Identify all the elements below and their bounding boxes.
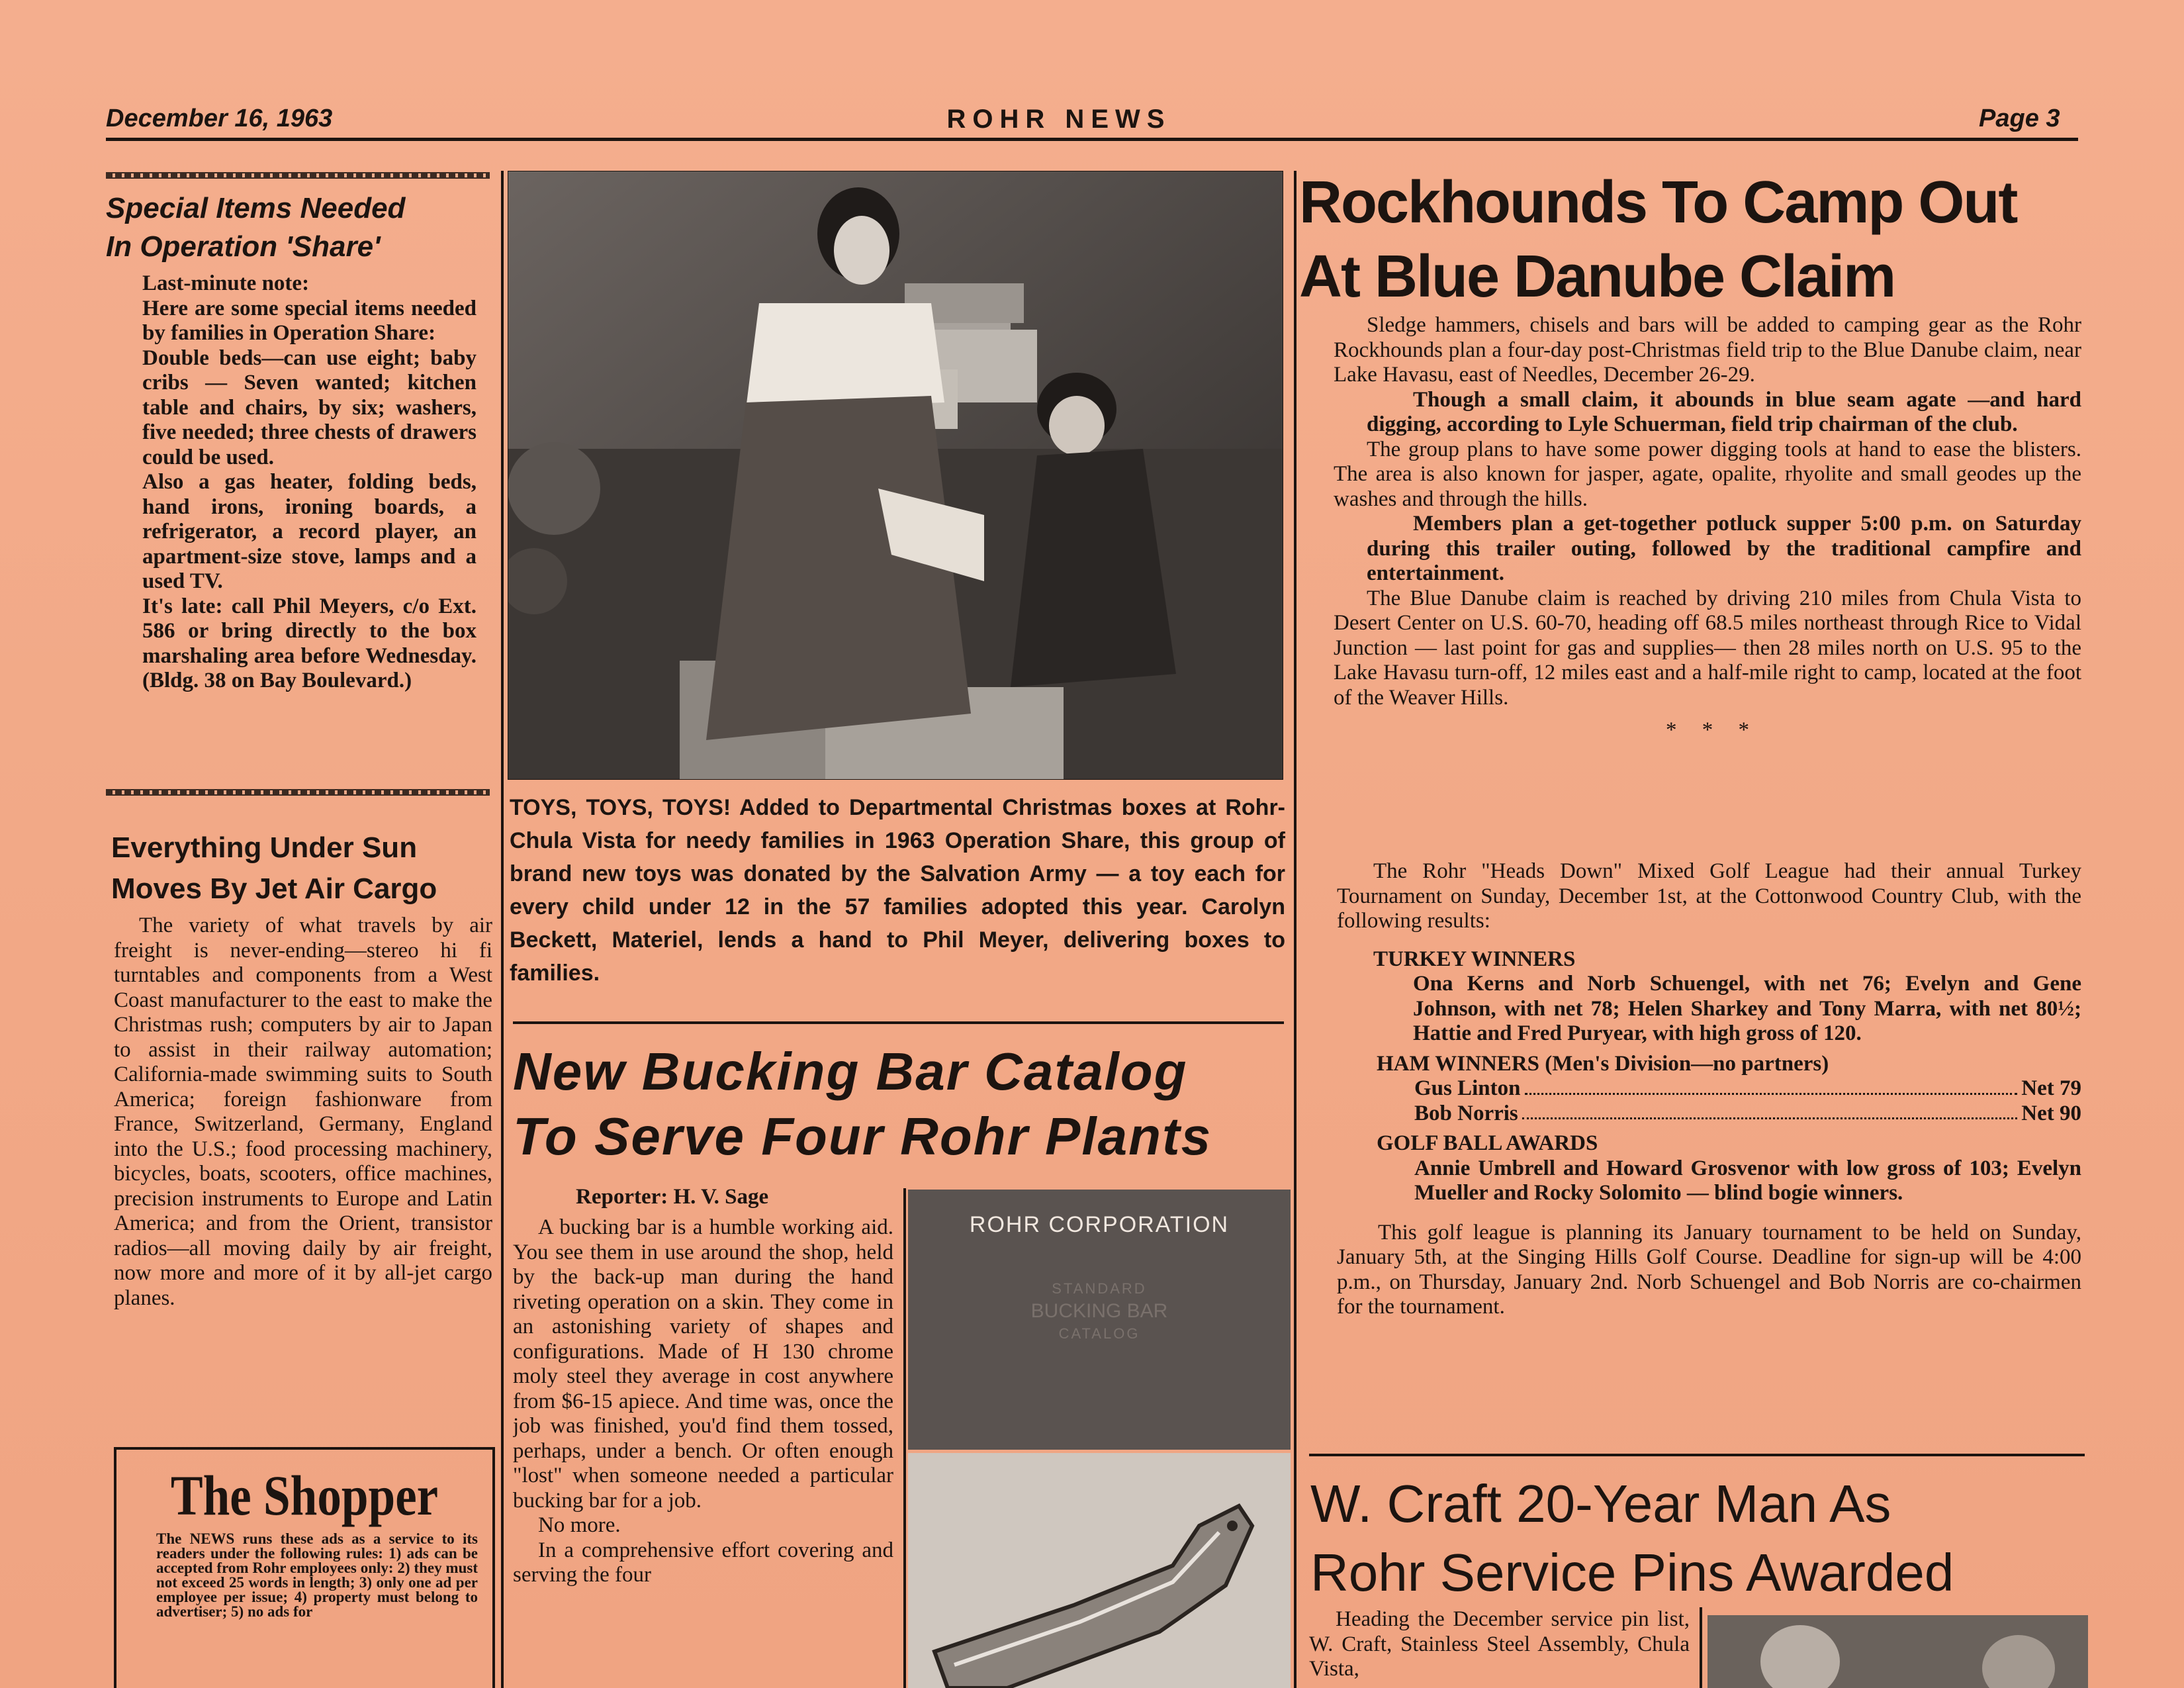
rockhounds-headline: Rockhounds To Camp Out At Blue Danube Claim	[1299, 169, 2017, 310]
article-separator: * * *	[1666, 718, 1749, 742]
column-rule	[501, 171, 504, 1688]
ham-winner-row: Bob Norris Net 90	[1414, 1101, 2081, 1125]
ham-winner-row: Gus Linton Net 79	[1414, 1076, 2081, 1100]
share-headline: Special Items Needed In Operation 'Share'	[106, 192, 406, 263]
catalog-headline: New Bucking Bar Catalog To Serve Four Rohr Plants	[513, 1042, 1212, 1166]
section-rule	[1309, 1454, 2085, 1456]
issue-date: December 16, 1963	[106, 105, 333, 132]
newspaper-title: ROHR NEWS	[946, 105, 1171, 134]
column-rule	[903, 1188, 906, 1688]
catalog-article: A bucking bar is a humble working aid. You see them in use around the shop, held by the back-up man during the hand riveting operation on a skin. They come in an astonishing variety of shapes and configurations. Made of H 130 chrome moly steel they average in cost anywhere from $6-15 apiece. And time was, once the job was finished, you'd find them tossed, perhaps, under a bench. Or often enough "lost" when someone needed a particular bucking bar for a job. No more. In a comprehensive effort covering and serving the four	[513, 1215, 893, 1587]
bucking-bar-image	[908, 1453, 1291, 1688]
craft-article: Heading the December service pin list, W. Craft, Stainless Steel Assembly, Chula Vista,	[1309, 1607, 1690, 1681]
shopper-box	[114, 1447, 495, 1688]
turkey-winners-text: Ona Kerns and Norb Schuengel, with net 76; Evelyn and Gene Johnson, with net 78; Helen Sharkey and Tony Marra, with net 80½; Hattie and Fred Puryear, with high gross of 120.	[1413, 972, 2081, 1045]
column-rule	[1294, 171, 1297, 1688]
shopper-rules: The NEWS runs these ads as a service to its readers under the following rules: 1) ads can be accepted from Rohr employees only: 2) they must not exceed 25 words in length; 3) only one ad per employee per issue; 4) property must belong to advertiser; 5) no ads for	[156, 1530, 478, 1620]
toys-photo-image	[508, 171, 1283, 780]
toys-photo	[508, 171, 1283, 780]
catalog-cover-company: ROHR CORPORATION	[969, 1212, 1230, 1237]
decorative-rule	[106, 172, 490, 179]
turkey-winners-heading: TURKEY WINNERS	[1373, 947, 1576, 971]
golf-ball-heading: GOLF BALL AWARDS	[1377, 1131, 1598, 1155]
ham-winners-heading: HAM WINNERS (Men's Division—no partners)	[1377, 1051, 1829, 1076]
shopper-title: The Shopper	[170, 1464, 439, 1527]
rockhounds-article: Sledge hammers, chisels and bars will be added to camping gear as the Rohr Rockhounds plan a four-day post-Christmas field trip to the Blue Danube claim, near Lake Havasu, east of Needles, December 26-29. Though a small claim, it abounds in blue seam agate —and hard digging, according to Lyle Schuerman, field trip chairman of the club. The group plans to have some power digging tools at hand to ease the blisters. The area is also known for jasper, agate, opalite, rhyolite and small geodes up the washes and through the hills. Members plan a get-together potluck supper 5:00 p.m. on Saturday during this trailer outing, followed by the traditional campfire and entertainment. The Blue Danube claim is reached by driving 210 miles from Chula Vista to Desert Center on U.S. 60-70, heading off 68.5 miles northeast through Rice to Vidal Junction — last point for gas and supplies— then 28 miles north on U.S. 95 to the Lake Havasu turn-off, 12 miles east and a half-mile right to camp, located at the foot of the Weaver Hills. * * *	[1334, 313, 2081, 742]
craft-photo-image	[1707, 1615, 2088, 1688]
golf-ball-text: Annie Umbrell and Howard Grosvenor with low gross of 103; Evelyn Mueller and Rocky Solomito — blind bogie winners.	[1414, 1156, 2081, 1205]
catalog-reporter: Reporter: H. V. Sage	[576, 1185, 769, 1209]
section-rule	[513, 1021, 1284, 1024]
page-number: Page 3	[1979, 105, 2060, 132]
craft-headline: W. Craft 20-Year Man As Rohr Service Pins Awarded	[1310, 1474, 1954, 1602]
share-article: Last-minute note: Here are some special items needed by families in Operation Share: Double beds—can use eight; baby cribs — Seven wanted; kitchen table and chairs, by six; washers, five needed; three chests of drawers could be used. Also a gas heater, folding beds, hand irons, ironing boards, a refrigerator, a record player, an apartment-size stove, lamps and a used TV. It's late: call Phil Meyers, c/o Ext. 586 or bring directly to the box marshaling area before Wednesday. (Bldg. 38 on Bay Boulevard.)	[142, 271, 477, 692]
catalog-cover-title: STANDARD BUCKING BAR CATALOG	[1030, 1280, 1168, 1342]
bucking-bar-photo	[908, 1453, 1291, 1688]
jetcargo-article: The variety of what travels by air freight is never-ending—stereo hi fi turntables and components from a West Coast manufacturer to the east to make the Christmas rush; computers by air to Japan to assist in their railway automation; California-made swimming suits to South America; foreign fashionware from France, Switzerland, Germany, England into the U.S.; food processing machinery, bicycles, boats, scooters, office machines, precision instruments to Europe and Latin America; and from the Orient, transistor radios—all moving daily by air freight, now more and more of it by all-jet cargo planes.	[114, 914, 492, 1310]
golf-article: The Rohr "Heads Down" Mixed Golf League had their annual Turkey Tournament on Sunday, December 1st, at the Cottonwood Country Club, with the following results: TURKEY WINNERS Ona Kerns and Norb Schuengel, with net 76; Evelyn and Gene Johnson, with net 78; Helen Sharkey and Tony Marra, with net 80½; Hattie and Fred Puryear, with high gross of 120. HAM WINNERS (Men's Division—no partners) Gus Linton Net 79 Bob Norris Net 90 GOLF BALL AWARDS Annie Umbrell and Howard Grosvenor with low gross of 103; Evelyn Mueller and Rocky Solomito — blind bogie winners. This golf league is planning its January tournament to be held on Sunday, January 5th, at the Singing Hills Golf Course. Deadline for sign-up will be 4:00 p.m., on Thursday, January 2nd. Norb Schuengel and Bob Norris are co-chairmen for the tournament.	[1337, 859, 2081, 1319]
toys-caption: TOYS, TOYS, TOYS! Added to Departmental Christmas boxes at Rohr-Chula Vista for needy families in 1963 Operation Share, this group of brand new toys was donated by the Salvation Army — a toy each for every child under 12 in the 57 families adopted this year. Carolyn Beckett, Materiel, lends a hand to Phil Meyer, delivering boxes to families.	[510, 795, 1285, 986]
craft-photo	[1707, 1615, 2088, 1688]
decorative-rule	[106, 789, 490, 796]
catalog-cover-photo	[908, 1190, 1291, 1450]
masthead-rule	[106, 138, 2078, 141]
column-rule	[1700, 1607, 1702, 1688]
jetcargo-headline: Everything Under Sun Moves By Jet Air Cargo	[111, 831, 437, 905]
